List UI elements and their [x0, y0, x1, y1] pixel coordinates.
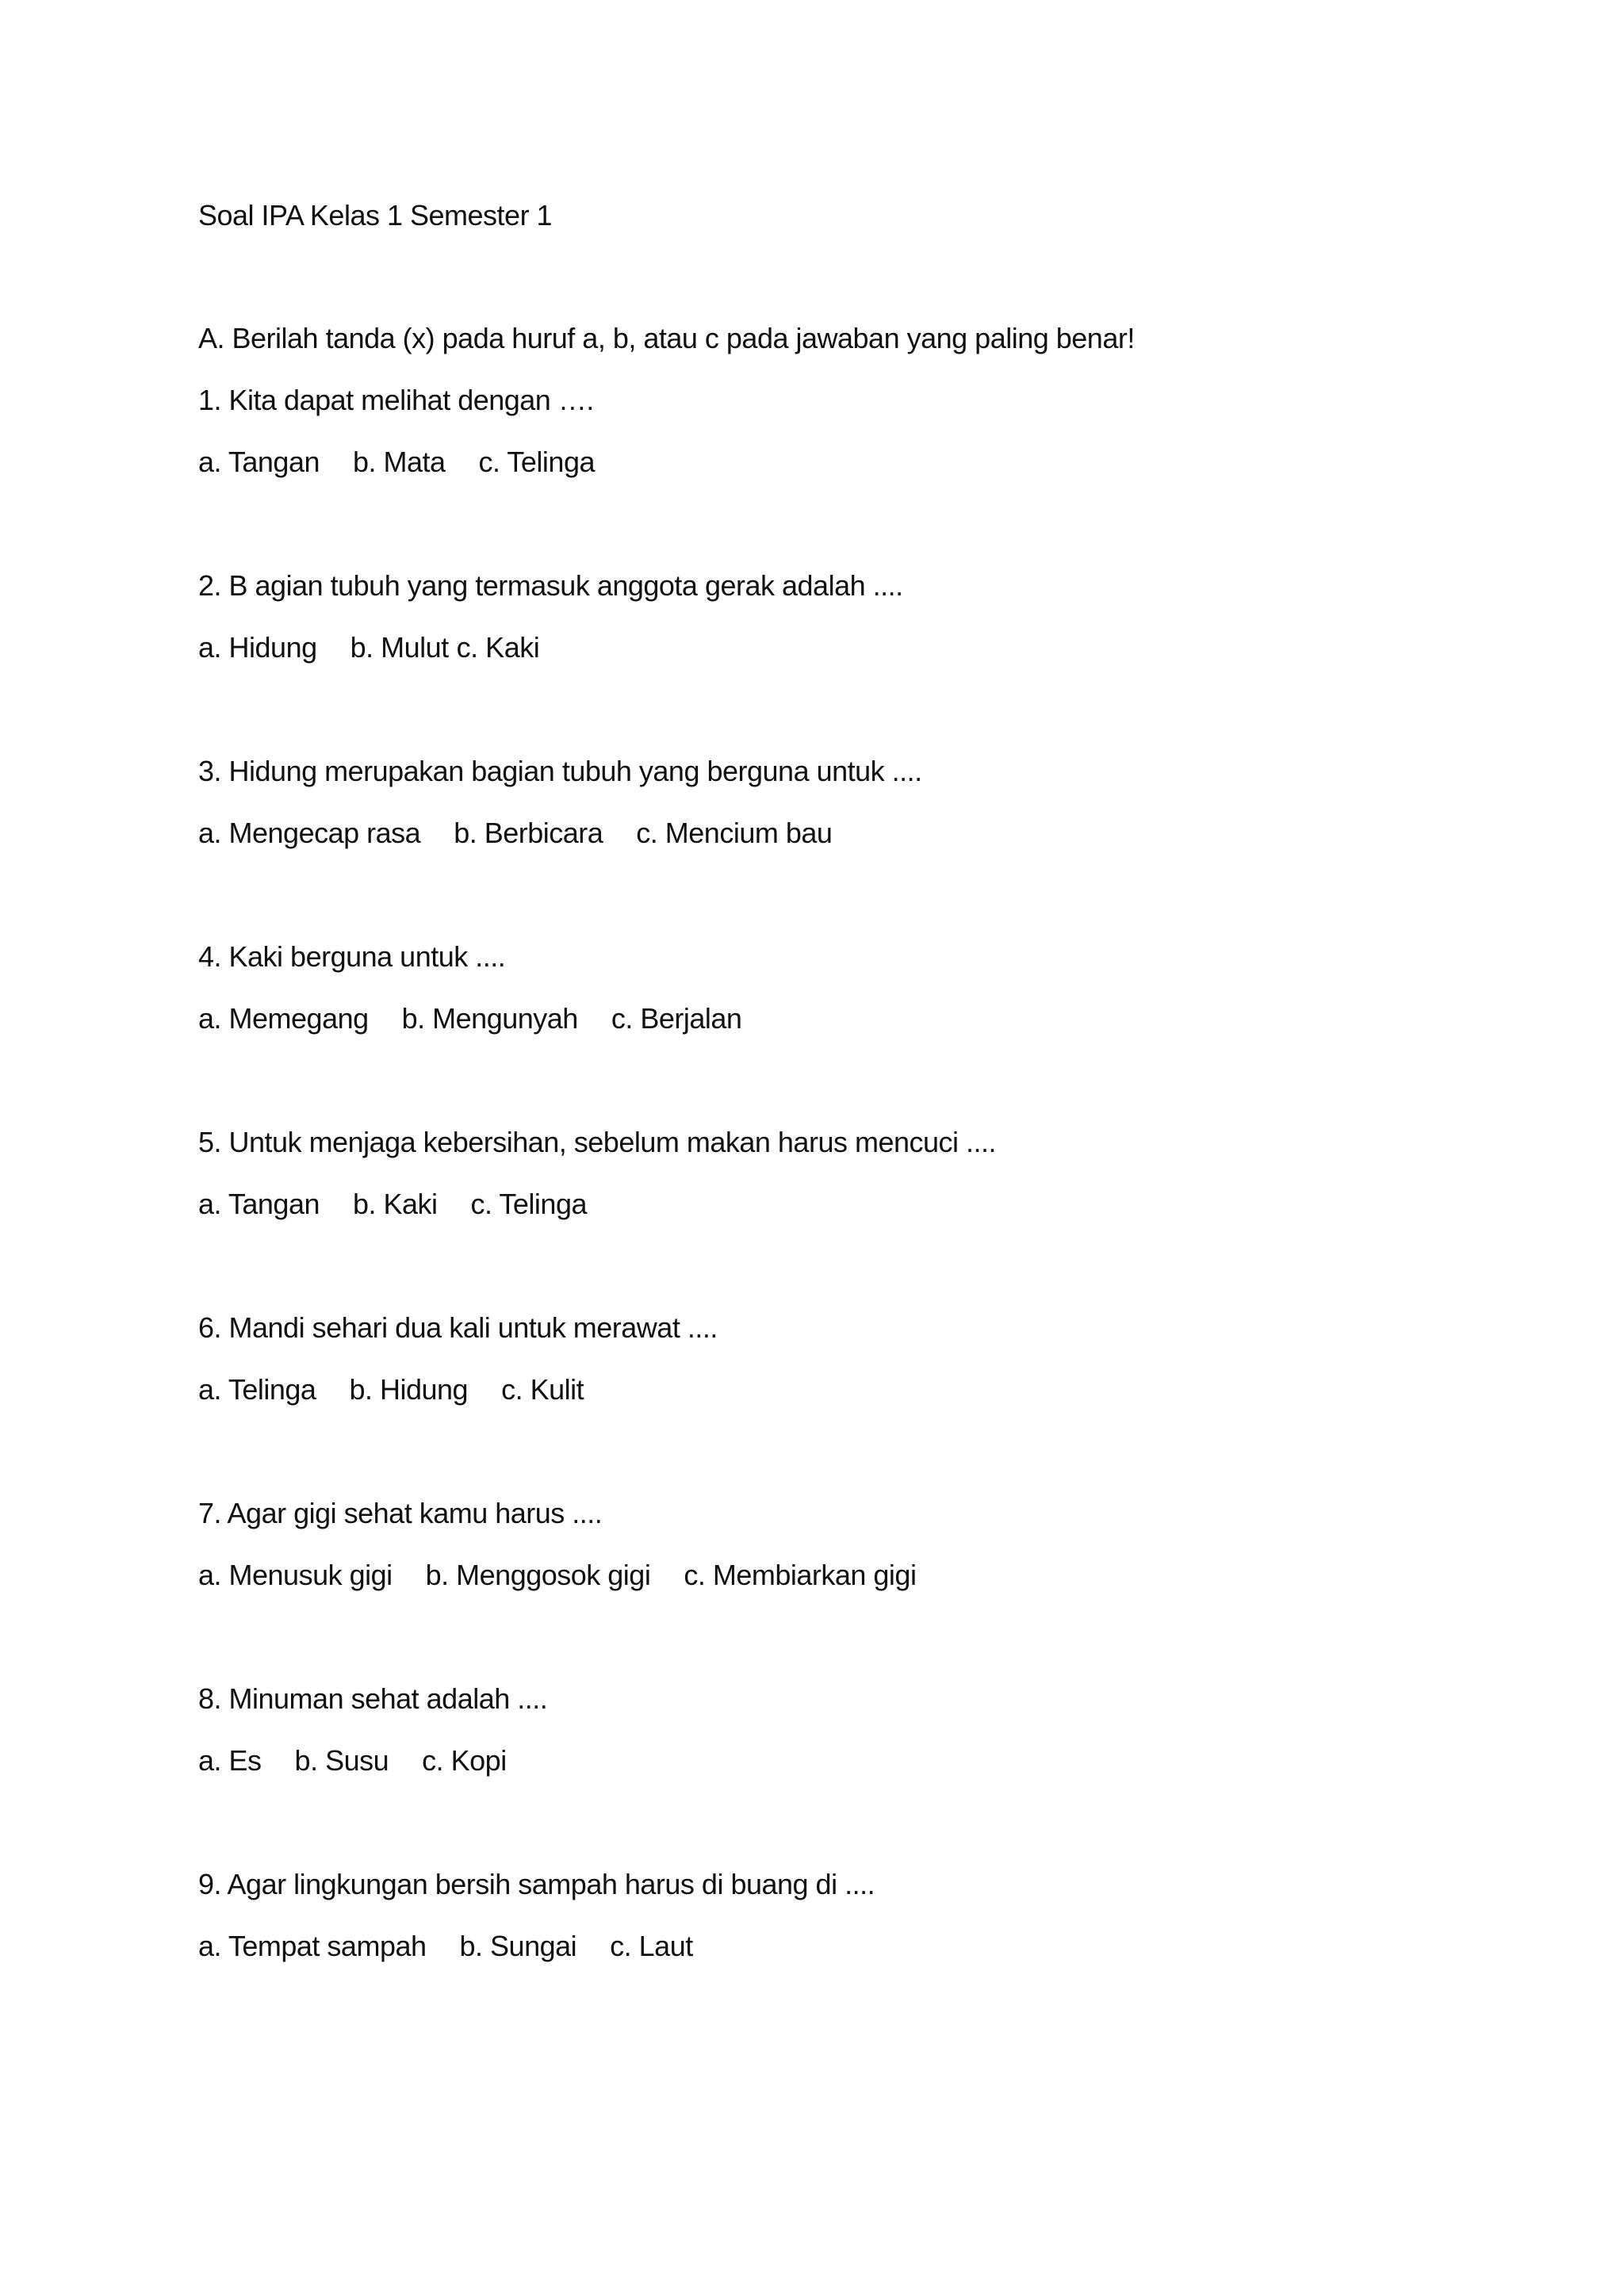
question-4: 4. Kaki berguna untuk ....: [198, 940, 506, 973]
option-c: c. Kaki: [456, 631, 540, 664]
option-b: b. Menggosok gigi: [425, 1559, 651, 1591]
option-b: b. Kaki: [352, 1188, 438, 1220]
option-a: a. Mengecap rasa: [198, 817, 421, 849]
option-b: b. Mengunyah: [401, 1002, 578, 1035]
question-9: 9. Agar lingkungan bersih sampah harus di buang di ....: [198, 1868, 875, 1900]
option-b: b. Sungai: [459, 1930, 577, 1962]
option-c: c. Kulit: [501, 1373, 584, 1406]
option-a: a. Telinga: [198, 1373, 316, 1406]
question-7: 7. Agar gigi sehat kamu harus ....: [198, 1497, 603, 1529]
option-a: a. Tangan: [198, 446, 320, 478]
question-2: 2. B agian tubuh yang termasuk anggota gerak adalah ....: [198, 569, 903, 602]
option-b: b. Mulut: [350, 631, 449, 664]
option-a: a. Tangan: [198, 1188, 320, 1220]
question-3-options: [198, 816, 832, 851]
instruction: A. Berilah tanda (x) pada huruf a, b, atau c pada jawaban yang paling benar!: [198, 322, 1135, 354]
option-b: b. Berbicara: [454, 817, 603, 849]
option-c: c. Laut: [610, 1930, 693, 1962]
question-6-options: [198, 1372, 584, 1407]
option-c: c. Mencium bau: [636, 817, 833, 849]
question-3: 3. Hidung merupakan bagian tubuh yang berguna untuk ....: [198, 755, 922, 787]
question-7-options: [198, 1558, 916, 1593]
option-b: b. Hidung: [349, 1373, 469, 1406]
question-8: 8. Minuman sehat adalah ....: [198, 1682, 548, 1715]
question-6: 6. Mandi sehari dua kali untuk merawat ....: [198, 1311, 718, 1344]
option-b: b. Mata: [352, 446, 446, 478]
option-a: a. Memegang: [198, 1002, 369, 1035]
question-8-options: [198, 1743, 507, 1778]
option-c: c. Telinga: [470, 1188, 587, 1220]
option-a: a. Es: [198, 1744, 262, 1777]
question-4-options: [198, 1001, 741, 1036]
question-5: 5. Untuk menjaga kebersihan, sebelum makan harus mencuci ....: [198, 1126, 997, 1158]
option-a: a. Menusuk gigi: [198, 1559, 393, 1591]
question-9-options: [198, 1929, 693, 1964]
page-title: Soal IPA Kelas 1 Semester 1: [198, 199, 553, 232]
option-c: c. Kopi: [422, 1744, 507, 1777]
option-b: b. Susu: [294, 1744, 389, 1777]
option-c: c. Telinga: [478, 446, 595, 478]
question-1-options: [198, 445, 595, 480]
question-1: 1. Kita dapat melihat dengan ….: [198, 384, 594, 416]
question-2-options: [198, 630, 539, 665]
option-c: c. Membiarkan gigi: [684, 1559, 917, 1591]
option-a: a. Tempat sampah: [198, 1930, 427, 1962]
option-c: c. Berjalan: [611, 1002, 742, 1035]
option-a: a. Hidung: [198, 631, 317, 664]
question-5-options: [198, 1187, 587, 1222]
